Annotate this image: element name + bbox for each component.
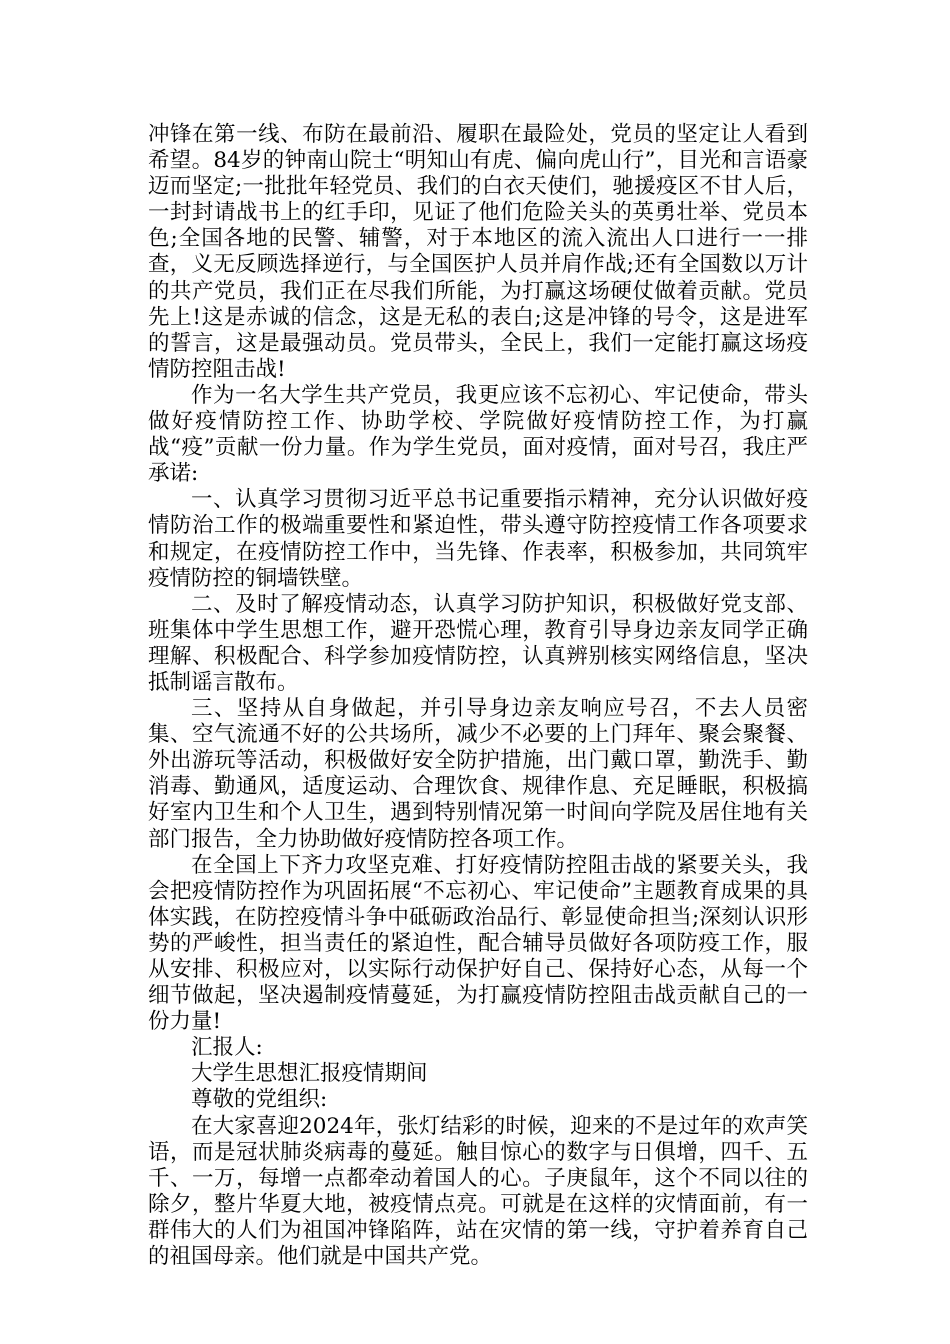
body-paragraph-1: 冲锋在第一线、布防在最前沿、履职在最险处，党员的坚定让人看到希望。84岁的钟南山院士“明知山有虎、偏向虎山行”，目光和言语豪迈而坚定;一批批年轻党员、我们的白衣天使们，驰援疫区不甘人后，一封封请战书上的红手印，见证了他们危险关头的英勇壮举、党员本色;全国各地的民警、辅警，对于本地区的流入流出人口进行一一排查，义无反顾选择逆行，与全国医护人员并肩作战;还有全国数以万计的共产党员，我们正在尽我们所能，为打赢这场硬仗做着贡献。党员先上!这是赤诚的信念，这是无私的表白;这是冲锋的号令，这是进军的誓言，这是最强动员。党员带头，全民上，我们一定能打赢这场疫情防控阻击战! <box>148 122 808 382</box>
salutation: 尊敬的党组织: <box>191 1087 328 1113</box>
body-paragraph-2: 作为一名大学生共产党员，我更应该不忘初心、牢记使命，带头做好疫情防控工作、协助学校、学院做好疫情防控工作，为打赢战“疫”贡献一份力量。作为学生党员，面对疫情，面对号召，我庄严承诺: <box>148 382 808 487</box>
next-report-paragraph: 在大家喜迎2024年，张灯结彩的时候，迎来的不是过年的欢声笑语，而是冠状肺炎病毒的蔓延。触目惊心的数字与日俱增，四千、五千、一万，每增一点都牵动着国人的心。子庚鼠年，这个不同以往的除夕，整片华夏大地，被疫情点亮。可就是在这样的灾情面前，有一群伟大的人们为祖国冲锋陷阵，站在灾情的第一线，守护着养育自己的祖国母亲。他们就是中国共产党。 <box>148 1113 808 1270</box>
pledge-item-3: 三、坚持从自身做起，并引导身边亲友响应号召，不去人员密集、空气流通不好的公共场所，减少不必要的上门拜年、聚会聚餐、外出游玩等活动，积极做好安全防护措施，出门戴口罩，勤洗手、勤消毒、勤通风，适度运动、合理饮食、规律作息、充足睡眠，积极搞好室内卫生和个人卫生，遇到特别情况第一时间向学院及居住地有关部门报告，全力协助做好疫情防控各项工作。 <box>148 696 808 852</box>
closing-paragraph: 在全国上下齐力攻坚克难、打好疫情防控阻击战的紧要关头，我会把疫情防控作为巩固拓展“不忘初心、牢记使命”主题教育成果的具体实践，在防控疫情斗争中砥砺政治品行、彰显使命担当;深刻认识形势的严峻性，担当责任的紧迫性，配合辅导员做好各项防疫工作，服从安排、积极应对，以实际行动保护好自己、保持好心态，从每一个细节做起，坚决遏制疫情蔓延，为打赢疫情防控阻击战贡献自己的一份力量! <box>148 852 808 1035</box>
reporter-label: 汇报人: <box>191 1035 263 1061</box>
pledge-item-2: 二、及时了解疫情动态，认真学习防护知识，积极做好党支部、班集体中学生思想工作，避开恐慌心理，教育引导身边亲友同学正确理解、积极配合、科学参加疫情防控，认真辨别核实网络信息，坚决抵制谣言散布。 <box>148 591 808 695</box>
pledge-item-1: 一、认真学习贯彻习近平总书记重要指示精神，充分认识做好疫情防治工作的极端重要性和紧迫性，带头遵守防控疫情工作各项要求和规定，在疫情防控工作中，当先锋、作表率，积极参加，共同筑牢疫情防控的铜墙铁壁。 <box>148 487 808 591</box>
document-page <box>148 122 808 1270</box>
next-report-title: 大学生思想汇报疫情期间 <box>191 1061 428 1087</box>
